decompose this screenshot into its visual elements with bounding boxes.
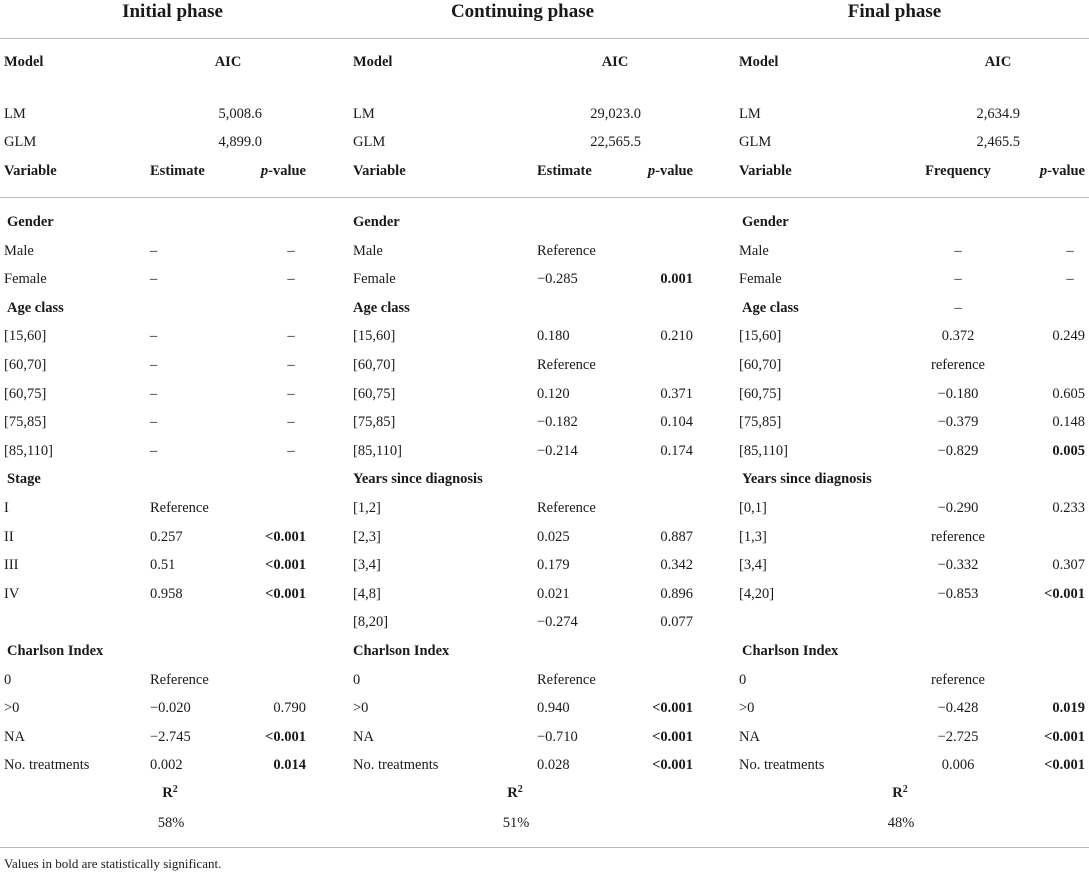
model-aic: 22,565.5 bbox=[590, 134, 641, 150]
section-label: Charlson Index bbox=[353, 643, 450, 659]
model-name: LM bbox=[739, 106, 761, 122]
row-estimate: −0.853 bbox=[937, 586, 979, 602]
row-estimate: −0.428 bbox=[937, 700, 979, 716]
row-label: [60,70] bbox=[353, 357, 396, 373]
row-label: II bbox=[4, 529, 14, 545]
r2-label: $R^2$ bbox=[162, 784, 178, 801]
model-aic: 5,008.6 bbox=[218, 106, 262, 122]
row-label: [3,4] bbox=[739, 557, 767, 573]
row-label: Female bbox=[739, 271, 782, 287]
row-label: III bbox=[4, 557, 19, 573]
row-estimate: −2.725 bbox=[937, 729, 979, 745]
row-estimate: 0.51 bbox=[150, 557, 176, 573]
row-pvalue: <0.001 bbox=[652, 729, 693, 745]
rule-bottom bbox=[0, 847, 1089, 848]
section-label: Charlson Index bbox=[742, 643, 839, 659]
aic-header: AIC bbox=[984, 54, 1012, 70]
model-header: Model bbox=[739, 54, 779, 70]
row-label: [8,20] bbox=[353, 614, 389, 630]
row-label: No. treatments bbox=[353, 757, 439, 773]
row-estimate: −0.274 bbox=[537, 614, 578, 630]
row-label: [4,20] bbox=[739, 586, 775, 602]
row-pvalue: 0.342 bbox=[660, 557, 693, 573]
variable-header: Variable bbox=[739, 163, 792, 179]
row-estimate: reference bbox=[931, 357, 985, 373]
row-estimate: – bbox=[150, 386, 158, 402]
row-pvalue: 0.233 bbox=[1052, 500, 1085, 516]
estimate-header: Estimate bbox=[537, 163, 592, 179]
row-pvalue: <0.001 bbox=[265, 729, 306, 745]
row-label: [15,60] bbox=[4, 328, 47, 344]
model-header: Model bbox=[4, 54, 44, 70]
section-label: Charlson Index bbox=[7, 643, 104, 659]
row-estimate: 0.120 bbox=[537, 386, 570, 402]
row-estimate: 0.179 bbox=[537, 557, 570, 573]
row-pvalue: 0.371 bbox=[660, 386, 693, 402]
model-aic: 29,023.0 bbox=[590, 106, 641, 122]
row-estimate: Reference bbox=[537, 500, 596, 516]
r2-value: 51% bbox=[502, 815, 530, 831]
row-label: Male bbox=[353, 243, 383, 259]
row-label: Female bbox=[353, 271, 396, 287]
row-estimate: reference bbox=[931, 529, 985, 545]
section-label: Years since diagnosis bbox=[742, 471, 872, 487]
row-estimate: – bbox=[150, 357, 158, 373]
phase-title: Continuing phase bbox=[450, 1, 595, 22]
row-estimate: – bbox=[150, 443, 158, 459]
row-pvalue: – bbox=[287, 328, 295, 344]
phase-title: Final phase bbox=[847, 1, 942, 22]
row-estimate: Reference bbox=[537, 672, 596, 688]
row-pvalue: 0.005 bbox=[1052, 443, 1085, 459]
rule-top bbox=[0, 38, 1089, 39]
row-label: 0 bbox=[739, 672, 747, 688]
row-label: >0 bbox=[4, 700, 20, 716]
row-estimate: – bbox=[150, 414, 158, 430]
row-estimate: −0.180 bbox=[937, 386, 979, 402]
row-estimate: – bbox=[954, 300, 962, 316]
row-pvalue: 0.014 bbox=[273, 757, 306, 773]
model-name: GLM bbox=[353, 134, 386, 150]
row-pvalue: 0.887 bbox=[660, 529, 693, 545]
aic-header: AIC bbox=[214, 54, 242, 70]
phase-title: Initial phase bbox=[122, 1, 223, 22]
row-estimate: 0.025 bbox=[537, 529, 570, 545]
row-estimate: −0.829 bbox=[937, 443, 979, 459]
row-label: I bbox=[4, 500, 9, 516]
row-pvalue: 0.104 bbox=[660, 414, 693, 430]
row-label: [85,110] bbox=[4, 443, 53, 459]
row-label: IV bbox=[4, 586, 20, 602]
row-estimate: reference bbox=[931, 672, 985, 688]
row-estimate: −0.332 bbox=[937, 557, 979, 573]
model-name: GLM bbox=[739, 134, 772, 150]
row-pvalue: 0.307 bbox=[1052, 557, 1085, 573]
model-name: LM bbox=[4, 106, 26, 122]
row-label: [0,1] bbox=[739, 500, 767, 516]
row-pvalue: – bbox=[287, 386, 295, 402]
row-estimate: −0.379 bbox=[937, 414, 979, 430]
section-label: Stage bbox=[7, 471, 41, 487]
row-estimate: Reference bbox=[150, 500, 209, 516]
row-pvalue: <0.001 bbox=[1044, 586, 1085, 602]
section-label: Age class bbox=[742, 300, 799, 316]
row-estimate: −0.020 bbox=[150, 700, 191, 716]
model-aic: 2,465.5 bbox=[976, 134, 1020, 150]
r2-value: 48% bbox=[887, 815, 915, 831]
row-label: [1,3] bbox=[739, 529, 767, 545]
variable-header: Variable bbox=[353, 163, 406, 179]
model-header: Model bbox=[353, 54, 393, 70]
row-label: Male bbox=[4, 243, 34, 259]
row-label: [60,75] bbox=[353, 386, 396, 402]
row-estimate: Reference bbox=[537, 243, 596, 259]
row-label: [60,70] bbox=[739, 357, 782, 373]
row-label: [75,85] bbox=[353, 414, 396, 430]
row-pvalue: 0.077 bbox=[660, 614, 693, 630]
row-pvalue: <0.001 bbox=[652, 757, 693, 773]
row-estimate: −2.745 bbox=[150, 729, 191, 745]
row-pvalue: 0.605 bbox=[1052, 386, 1085, 402]
row-pvalue: 0.174 bbox=[660, 443, 693, 459]
row-label: 0 bbox=[4, 672, 12, 688]
row-pvalue: <0.001 bbox=[1044, 757, 1085, 773]
row-estimate: −0.214 bbox=[537, 443, 578, 459]
row-pvalue: 0.896 bbox=[660, 586, 693, 602]
pvalue-header: p-value bbox=[647, 163, 693, 179]
row-label: >0 bbox=[353, 700, 369, 716]
model-name: GLM bbox=[4, 134, 37, 150]
row-estimate: 0.372 bbox=[941, 328, 975, 344]
section-label: Gender bbox=[742, 214, 789, 230]
estimate-header: Estimate bbox=[150, 163, 205, 179]
section-label: Age class bbox=[353, 300, 410, 316]
aic-header: AIC bbox=[601, 54, 629, 70]
row-pvalue: 0.249 bbox=[1052, 328, 1085, 344]
row-estimate: 0.002 bbox=[150, 757, 183, 773]
row-estimate: −0.290 bbox=[937, 500, 979, 516]
row-pvalue: – bbox=[287, 271, 295, 287]
row-pvalue: – bbox=[287, 443, 295, 459]
row-estimate: −0.285 bbox=[537, 271, 578, 287]
row-pvalue: 0.790 bbox=[273, 700, 306, 716]
model-aic: 2,634.9 bbox=[976, 106, 1020, 122]
row-estimate: 0.180 bbox=[537, 328, 570, 344]
row-label: [15,60] bbox=[353, 328, 396, 344]
row-pvalue: – bbox=[287, 243, 295, 259]
row-label: [75,85] bbox=[739, 414, 782, 430]
row-pvalue: – bbox=[287, 414, 295, 430]
row-estimate: 0.958 bbox=[150, 586, 183, 602]
row-label: [15,60] bbox=[739, 328, 782, 344]
pvalue-header: p-value bbox=[1039, 163, 1085, 179]
row-estimate: – bbox=[954, 271, 962, 287]
row-label: [75,85] bbox=[4, 414, 47, 430]
section-label: Years since diagnosis bbox=[353, 471, 483, 487]
row-label: No. treatments bbox=[739, 757, 825, 773]
row-pvalue: <0.001 bbox=[265, 529, 306, 545]
row-pvalue: 0.001 bbox=[660, 271, 693, 287]
row-estimate: Reference bbox=[150, 672, 209, 688]
row-estimate: – bbox=[954, 243, 962, 259]
row-label: [60,75] bbox=[739, 386, 782, 402]
row-label: No. treatments bbox=[4, 757, 90, 773]
row-estimate: −0.710 bbox=[537, 729, 578, 745]
row-label: Female bbox=[4, 271, 47, 287]
row-label: [2,3] bbox=[353, 529, 381, 545]
row-estimate: −0.182 bbox=[537, 414, 578, 430]
row-label: NA bbox=[353, 729, 374, 745]
row-label: NA bbox=[739, 729, 760, 745]
row-estimate: 0.021 bbox=[537, 586, 570, 602]
row-estimate: – bbox=[150, 243, 158, 259]
estimate-header: Frequency bbox=[925, 163, 991, 179]
row-estimate: 0.940 bbox=[537, 700, 570, 716]
row-estimate: 0.028 bbox=[537, 757, 570, 773]
row-label: [1,2] bbox=[353, 500, 381, 516]
model-aic: 4,899.0 bbox=[218, 134, 262, 150]
row-pvalue: <0.001 bbox=[1044, 729, 1085, 745]
row-pvalue: – bbox=[1066, 243, 1074, 259]
row-label: [60,70] bbox=[4, 357, 47, 373]
row-label: Male bbox=[739, 243, 769, 259]
row-label: >0 bbox=[739, 700, 755, 716]
rule-header bbox=[0, 197, 1089, 198]
row-pvalue: 0.148 bbox=[1052, 414, 1085, 430]
row-estimate: Reference bbox=[537, 357, 596, 373]
row-pvalue: <0.001 bbox=[265, 586, 306, 602]
variable-header: Variable bbox=[4, 163, 57, 179]
row-estimate: – bbox=[150, 328, 158, 344]
row-label: [60,75] bbox=[4, 386, 47, 402]
row-label: [3,4] bbox=[353, 557, 381, 573]
row-pvalue: – bbox=[287, 357, 295, 373]
row-pvalue: <0.001 bbox=[652, 700, 693, 716]
row-estimate: 0.006 bbox=[941, 757, 975, 773]
row-label: 0 bbox=[353, 672, 361, 688]
row-estimate: 0.257 bbox=[150, 529, 183, 545]
section-label: Gender bbox=[7, 214, 54, 230]
row-pvalue: <0.001 bbox=[265, 557, 306, 573]
row-pvalue: 0.019 bbox=[1052, 700, 1085, 716]
row-pvalue: – bbox=[1066, 271, 1074, 287]
section-label: Age class bbox=[7, 300, 64, 316]
r2-value: 58% bbox=[157, 815, 185, 831]
pvalue-header: p-value bbox=[260, 163, 306, 179]
row-label: NA bbox=[4, 729, 25, 745]
section-label: Gender bbox=[353, 214, 400, 230]
row-label: [85,110] bbox=[353, 443, 402, 459]
model-name: LM bbox=[353, 106, 375, 122]
row-estimate: – bbox=[150, 271, 158, 287]
row-label: [85,110] bbox=[739, 443, 788, 459]
r2-label: $R^2$ bbox=[507, 784, 523, 801]
row-pvalue: 0.210 bbox=[660, 328, 693, 344]
table-footnote: Values in bold are statistically significant. bbox=[4, 856, 222, 871]
row-label: [4,8] bbox=[353, 586, 381, 602]
r2-label: $R^2$ bbox=[892, 784, 908, 801]
